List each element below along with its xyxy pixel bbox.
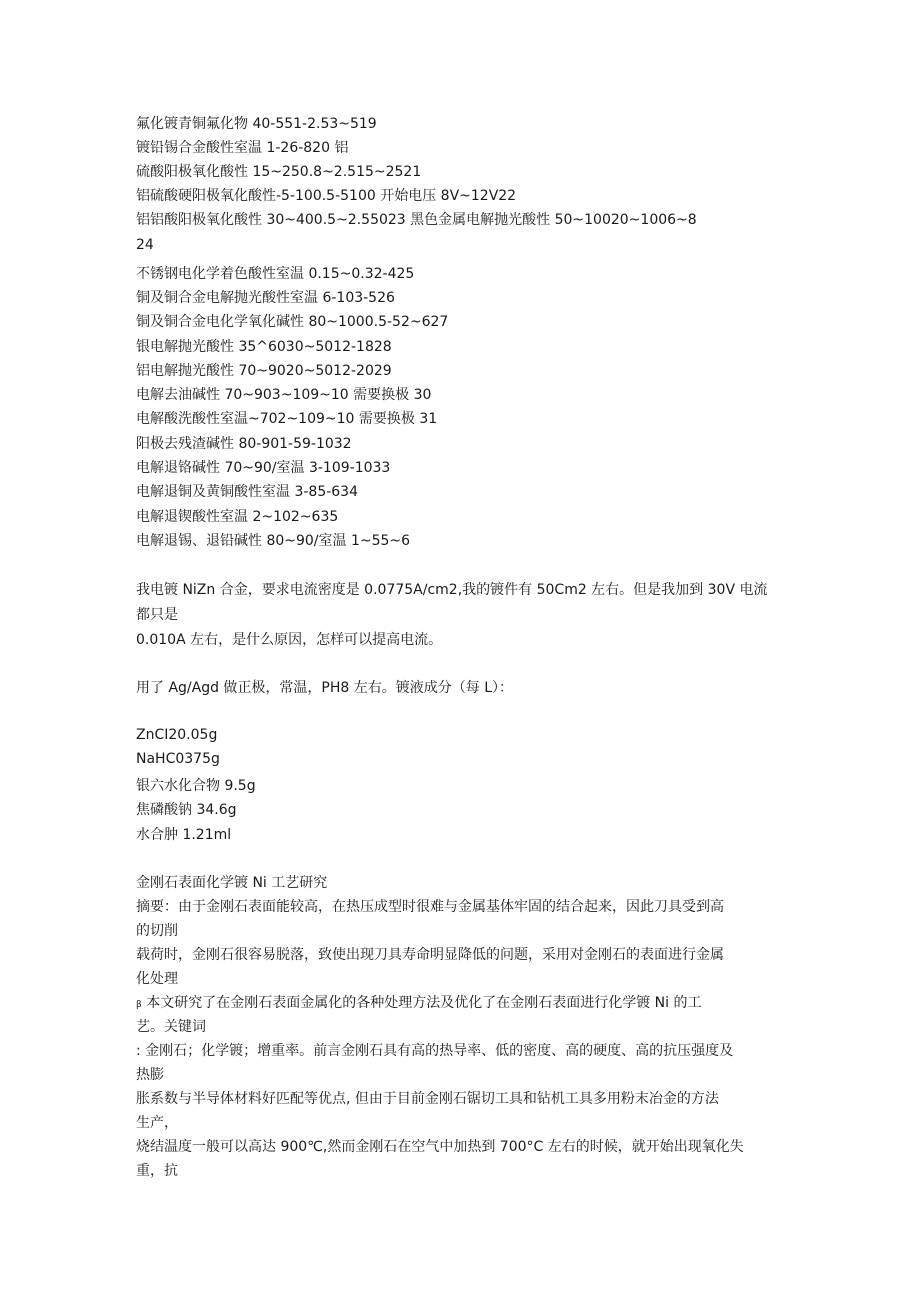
bath-item: 水合肿 1.21ml <box>136 827 232 843</box>
table-line: 阳极去残渣碱性 80-901-59-1032 <box>136 436 352 452</box>
article-line: 烧结温度一般可以高达 900℃,然而金刚石在空气中加热到 700°C 左右的时候，就开始出现氧化失 <box>136 1139 744 1155</box>
table-line: 银电解抛光酸性 35^6030~5012-1828 <box>136 339 392 355</box>
article-line: 的切削 <box>136 923 178 939</box>
table-line: 电解酸洗酸性室温~702~109~10 需要换极 31 <box>136 411 438 427</box>
table-line: 铝铝酸阳极氧化酸性 30~400.5~2.55023 黑色金属电解抛光酸性 50~10020~1006~8 <box>136 212 697 228</box>
question-line: 0.010A 左右，是什么原因，怎样可以提高电流。 <box>136 632 443 648</box>
article-title: 金刚石表面化学镀 Ni 工艺研究 <box>136 875 328 891</box>
table-line: 24 <box>136 237 154 253</box>
article-line <box>136 994 701 1014</box>
table-line: 铝硫酸硬阳极氧化酸性-5-100.5-5100 开始电压 8V~12V22 <box>136 188 517 204</box>
beta-mark: β <box>136 1000 142 1010</box>
table-line: 电解退铜及黄铜酸性室温 3-85-634 <box>136 484 358 500</box>
bath-item: 银六水化合物 9.5g <box>136 778 256 794</box>
article-line: 载荷时，金刚石很容易脱落，致使出现刀具寿命明显降低的问题，采用对金刚石的表面进行金属 <box>136 947 724 963</box>
article-line: 重，抗 <box>136 1163 178 1179</box>
article-line: 生产， <box>136 1115 178 1131</box>
article-line: : 金刚石；化学镀；增重率。前言金刚石具有高的热导率、低的密度、高的硬度、高的抗压强度及 <box>136 1043 734 1059</box>
article-line: 胀系数与半导体材料好匹配等优点, 但由于目前金刚石锯切工具和钻机工具多用粉末冶金的方法 <box>136 1091 719 1107</box>
table-line: 电解退锲酸性室温 2~102~635 <box>136 509 339 525</box>
question-line: 我电镀 NiZn 合金，要求电流密度是 0.0775A∕cm2,我的镀件有 50Cm2 左右。但是我加到 30V 电流 <box>136 582 768 598</box>
table-line: 氟化镀青铜氟化物 40-551-2.53~519 <box>136 116 377 132</box>
table-line: 镀铅锡合金酸性室温 1-26-820 铝 <box>136 140 349 156</box>
question-line: 用了 Ag/Agd 做正极，常温，PH8 左右。镀液成分（每 L）： <box>136 680 514 696</box>
article-line: 艺。关键词 <box>136 1019 206 1035</box>
bath-item: ZnCI20.05g <box>136 727 218 743</box>
bath-item: 焦磷酸钠 34.6g <box>136 802 237 818</box>
article-line: 热膨 <box>136 1067 164 1083</box>
table-line: 硫酸阳极氧化酸性 15~250.8~2.515~2521 <box>136 164 422 180</box>
article-line-text: 本文研究了在金刚石表面金属化的各种处理方法及优化了在金刚石表面进行化学镀 Ni 的工 <box>146 995 702 1011</box>
article-line: 摘要：由于金刚石表面能较高，在热压成型时很难与金属基体牢固的结合起来，因此刀具受到高 <box>136 899 724 915</box>
table-line: 电解退锡、退铅碱性 80~90∕室温 1~55~6 <box>136 533 411 549</box>
table-line: 铜及铜合金电解抛光酸性室温 6-103-526 <box>136 290 395 306</box>
table-line: 不锈钢电化学着色酸性室温 0.15~0.32-425 <box>136 266 415 282</box>
table-line: 电解退铬碱性 70~90∕室温 3-109-1033 <box>136 460 391 476</box>
question-line: 都只是 <box>136 607 178 623</box>
table-line: 铝电解抛光酸性 70~9020~5012-2029 <box>136 363 392 379</box>
bath-item: NaHC0375g <box>136 751 220 767</box>
table-line: 铜及铜合金电化学氧化碱性 80~1000.5-52~627 <box>136 314 449 330</box>
table-line: 电解去油碱性 70~903~109~10 需要换极 30 <box>136 387 432 403</box>
article-line: 化处理 <box>136 971 178 987</box>
